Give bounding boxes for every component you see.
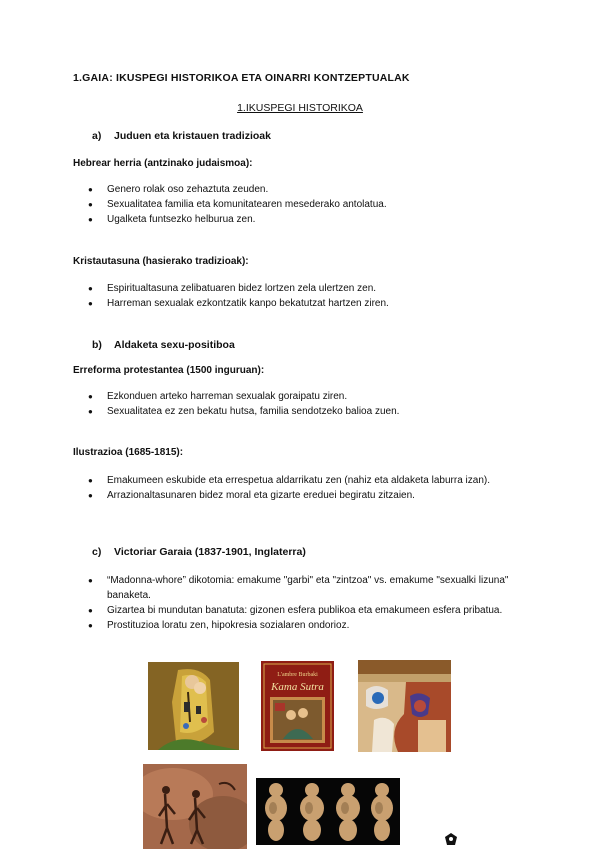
list-item: ● Ezkonduen arteko harreman sexualak goraipatu ziren. (88, 389, 528, 404)
list-item: ● Sexualitatea ez zen bekatu hutsa, familia sendotzeko balioa zuen. (88, 404, 528, 419)
list-item: ● Ugalketa funtsezko helburua zen. (88, 212, 528, 227)
list-item: ● Arrazionaltasunaren bidez moral eta gizarte ereduei begiratu zitzaien. (88, 488, 528, 503)
christian-heading: Kristautasuna (hasierako tradizioak): (73, 256, 249, 267)
enlight-list (88, 473, 528, 503)
list-item: ● Gizartea bi mundutan banatuta: gizonen esfera publikoa eta emakumeen esfera pribatua. (88, 603, 528, 618)
list-item: ● Sexualitatea familia eta komunitatearen mesederako antolatua. (88, 197, 528, 212)
subsection-b: b) Aldaketa sexu-positiboa (92, 339, 235, 351)
book-author-text: L'ambre Burbaki (277, 672, 318, 678)
victorian-list (88, 573, 528, 633)
venus-figurines-image (256, 778, 400, 845)
cave-painting-image (143, 764, 247, 849)
list-item: ● Emakumeen eskubide eta errespetua aldarrikatu zen (nahiz eta aldaketa laburra izan). (88, 473, 528, 488)
christian-list (88, 281, 528, 311)
list-item: ● Espiritualtasuna zelibatuaren bidez lortzen zela ulertzen zen. (88, 281, 528, 296)
hebrew-heading: Hebrear herria (antzinako judaismoa): (73, 158, 253, 169)
subsection-a: a) Juduen eta kristauen tradizioak (92, 130, 271, 142)
kama-sutra-book-image (261, 661, 334, 751)
chapter-title: 1.GAIA: IKUSPEGI HISTORIKOA ETA OINARRI KONTZEPTUALAK (73, 72, 410, 84)
list-item: ● “Madonna-whore” dikotomia: emakume "garbi" eta "zintzoa" vs. emakume "sexualki lizuna" banaketa. (88, 573, 528, 603)
list-item: ● Harreman sexualak ezkontzatik kanpo bekatutzat hartzen ziren. (88, 296, 528, 311)
reform-heading: Erreforma protestantea (1500 inguruan): (73, 365, 265, 376)
list-item: ● Genero rolak oso zehaztuta zeuden. (88, 182, 528, 197)
list-item: ● Prostituzioa loratu zen, hipokresia sozialaren ondorioz. (88, 618, 528, 633)
university-logo-icon (443, 832, 459, 846)
reform-list (88, 389, 528, 419)
subsection-c: c) Victoriar Garaia (1837-1901, Inglaterra) (92, 546, 306, 558)
the-kiss-painting-image (148, 662, 239, 750)
hebrew-list (88, 182, 528, 227)
egyptian-fresco-image (358, 660, 451, 752)
enlight-heading: Ilustrazioa (1685-1815): (73, 447, 184, 458)
book-title-text: Kama Sutra (271, 681, 324, 693)
section-title: 1.IKUSPEGI HISTORIKOA (237, 102, 363, 114)
